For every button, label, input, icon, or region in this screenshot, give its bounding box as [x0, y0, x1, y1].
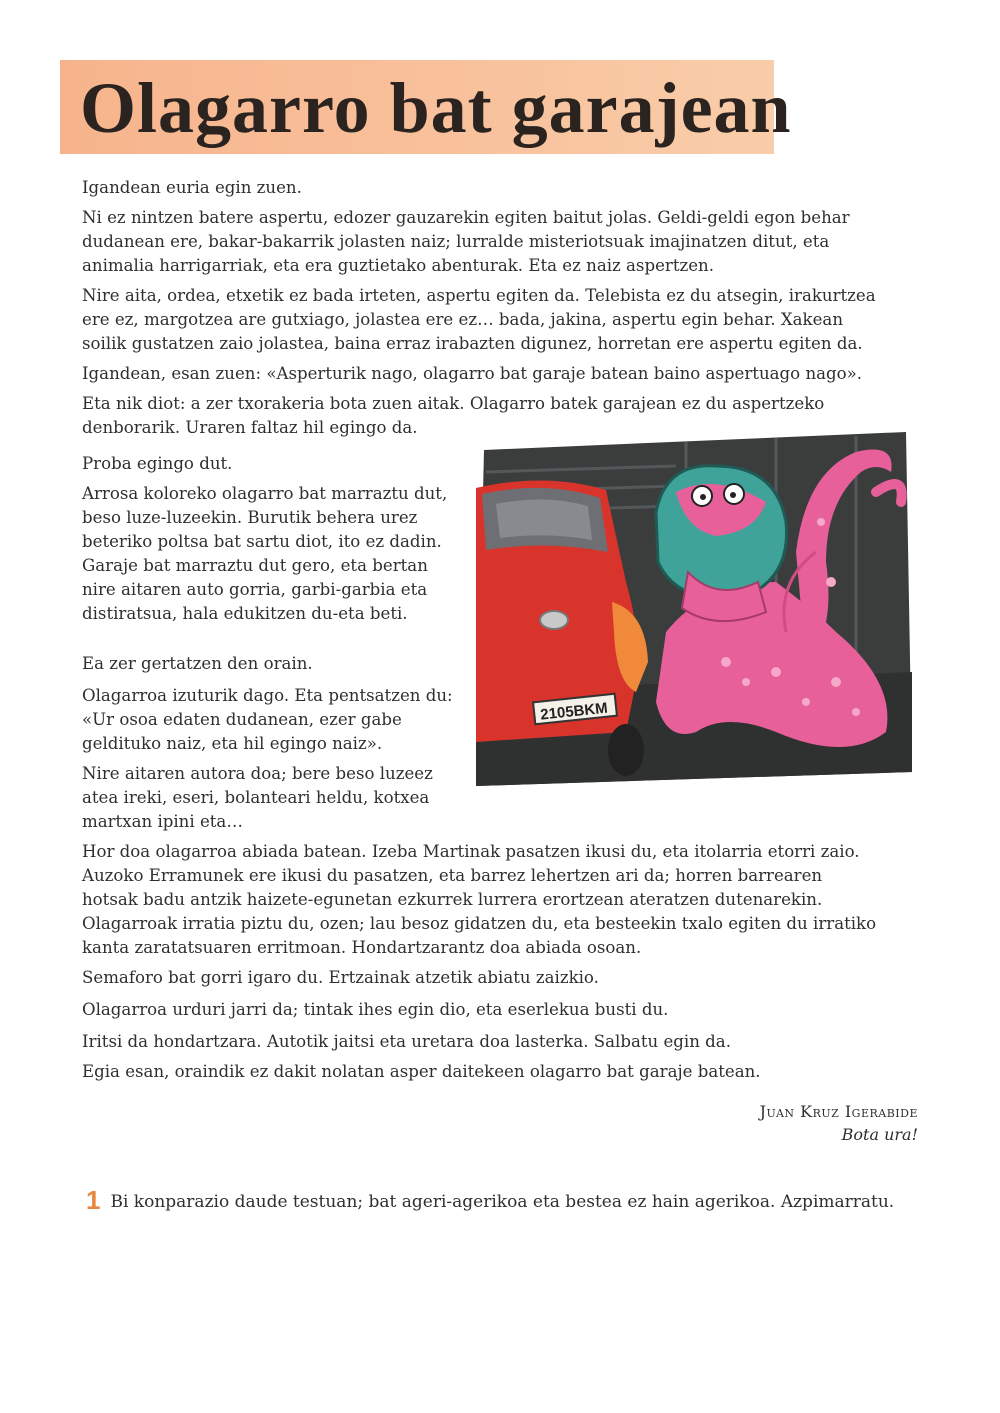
paragraph: Olagarroa izuturik dago. Eta pentsatzen du: «Ur osoa edaten dudanean, ezer gabe geldituko naiz, eta hil egingo naiz».	[82, 686, 453, 753]
paragraph: Proba egingo dut.	[82, 454, 233, 473]
paragraph: Arrosa koloreko olagarro bat marraztu dut, beso luze-luzeekin. Burutik behera urez beteriko poltsa bat sartu diot, ito ez dadin. Garaje bat marraztu dut gero, eta bertan nire aitaren auto gorria, garbi-garbia eta distiratsua, hala edukitzen du-eta beti.	[82, 484, 448, 623]
exercise	[86, 1186, 926, 1216]
exercise-number: 1	[86, 1185, 101, 1215]
paragraph: Egia esan, oraindik ez dakit nolatan asper daitekeen olagarro bat garaje batean.	[82, 1062, 761, 1081]
page-title: Olagarro bat garajean	[80, 68, 792, 148]
paragraph: Igandean, esan zuen: «Asperturik nago, olagarro bat garaje batean baino aspertuago nago».	[82, 364, 863, 383]
author-name: Juan Kruz Igerabide	[759, 1102, 918, 1121]
paragraph: Iritsi da hondartzara. Autotik jaitsi eta uretara doa lasterka. Salbatu egin da.	[82, 1032, 731, 1051]
paragraph: Olagarroa urduri jarri da; tintak ihes egin dio, eta eserlekua busti du.	[82, 1000, 669, 1019]
paragraph: Ni ez nintzen batere aspertu, edozer gauzarekin egiten baitut jolas. Geldi-geldi egon behar dudanean ere, bakar-bakarrik jolasten naiz; lurralde misteriotsuak imajinatzen ditut, eta animalia harrigarriak, eta era guztietako abenturak. Eta ez naiz aspertzen.	[82, 208, 850, 275]
author-credit	[760, 1100, 918, 1146]
exercise-text: Bi konparazio daude testuan; bat ageri-agerikoa eta bestea ez hain agerikoa. Azpimarratu.	[110, 1192, 895, 1212]
octopus-car-illustration	[476, 432, 912, 786]
paragraph: Nire aitaren autora doa; bere beso luzeez atea ireki, eseri, bolanteari heldu, kotxea martxan ipini eta…	[82, 764, 433, 831]
paragraph: Eta nik diot: a zer txorakeria bota zuen aitak. Olagarro batek garajean ez du aspertzeko denborarik. Uraren faltaz hil egingo da.	[82, 394, 825, 437]
book-title: Bota ura!	[841, 1125, 918, 1144]
license-plate: 2105BKM	[539, 699, 609, 724]
paragraph: Igandean euria egin zuen.	[82, 178, 302, 197]
paragraph: Olagarroak irratia piztu du, ozen; lau besoz gidatzen du, eta besteekin txalo egiten du irratiko kanta zaratatsuaren erritmoan. Hondartzarantz doa abiada osoan.	[82, 914, 877, 957]
paragraph: Semaforo bat gorri igaro du. Ertzainak atzetik abiatu zaizkio.	[82, 968, 599, 987]
paragraph: Hor doa olagarroa abiada batean. Izeba Martinak pasatzen ikusi du, eta itolarria etorri zaio. Auzoko Erramunek ere ikusi du pasatzen, eta barrez lehertzen ari da; horren barrearen hotsak badu antzik haizete-egunetan ezkurrek lurrera erortzean ateratzen dutenarekin.	[82, 842, 860, 909]
paragraph: Nire aita, ordea, etxetik ez bada irteten, aspertu egiten da. Telebista ez du atsegin, irakurtzea ere ez, margotzea are gutxiago, jolastea ere ez… bada, jakina, aspertu egin behar. Xakean soilik gustatzen zaio jolastea, baina erraz irabazten digunez, horretan ere aspertu egiten da.	[82, 286, 876, 353]
paragraph: Ea zer gertatzen den orain.	[82, 654, 313, 673]
